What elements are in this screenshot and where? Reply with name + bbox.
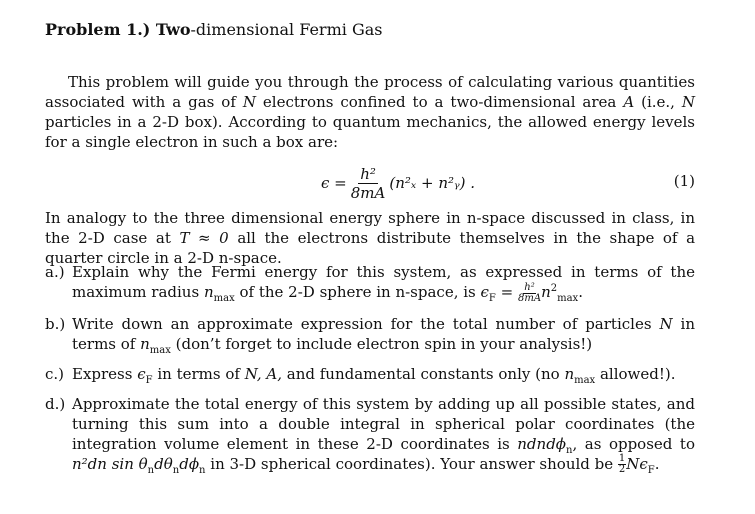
energy-equation: ϵ = $\frac{\text{h²}}{8mA}$ (n²ₓ + n²ᵧ) . (1) [321, 164, 695, 202]
equation-number: (1) [673, 172, 695, 190]
part-b: b.) Write down an approximate expression for the total number of particles N in terms of $n_{max}$ (don’t forget to include electron spin in your analysis!) [45, 314, 695, 356]
intro-paragraph: This problem will guide you through the process of calculating various quantities associated with a gas of N electrons confined to a two-dimensional area A (i.e., N particles in a 2-D box). According to quantum mechanics, the allowed energy levels for a single electron in such a box are: [45, 73, 695, 151]
problem-parts [45, 262, 695, 485]
part-d: d.) Approximate the total energy of this system by adding up all possible states, and turning this sum into a double integral in spherical polar coordinates (the integration volume element in these 2-D coordinates is ndndϕ$_n$, as opposed to n²dn $\sin \theta_nd\theta_nd\phi_n$ in 3-D spherical coordinates). Your answer should be $\frac{1}{2}$ $N\epsilon_F$. [45, 394, 695, 476]
problem-title: Problem 1.) Two-dimensional Fermi Gas [45, 20, 383, 39]
equation-fraction: $\frac{\text{h²}}{8mA}$ [350, 164, 386, 202]
part-c: c.) Express $\epsilon_F$ in terms of N, A, and fundamental constants only (no $n_{max}$ allowed!). [45, 364, 676, 386]
part-a: a.) Explain why the Fermi energy for this system, as expressed in terms of the maximum radius $n_{max}$ of the 2-D sphere in n-space, is $\epsilon_F$ = $\frac{\text{h²}}{8mA}$ $n^2_{max}$. [45, 263, 695, 304]
analogy-paragraph: In analogy to the three dimensional energy sphere in n-space discussed in class, in the 2-D case at T ≈ 0 all the electrons distribute themselves in the shape of a quarter circle in a 2-D n-space. [45, 209, 696, 267]
